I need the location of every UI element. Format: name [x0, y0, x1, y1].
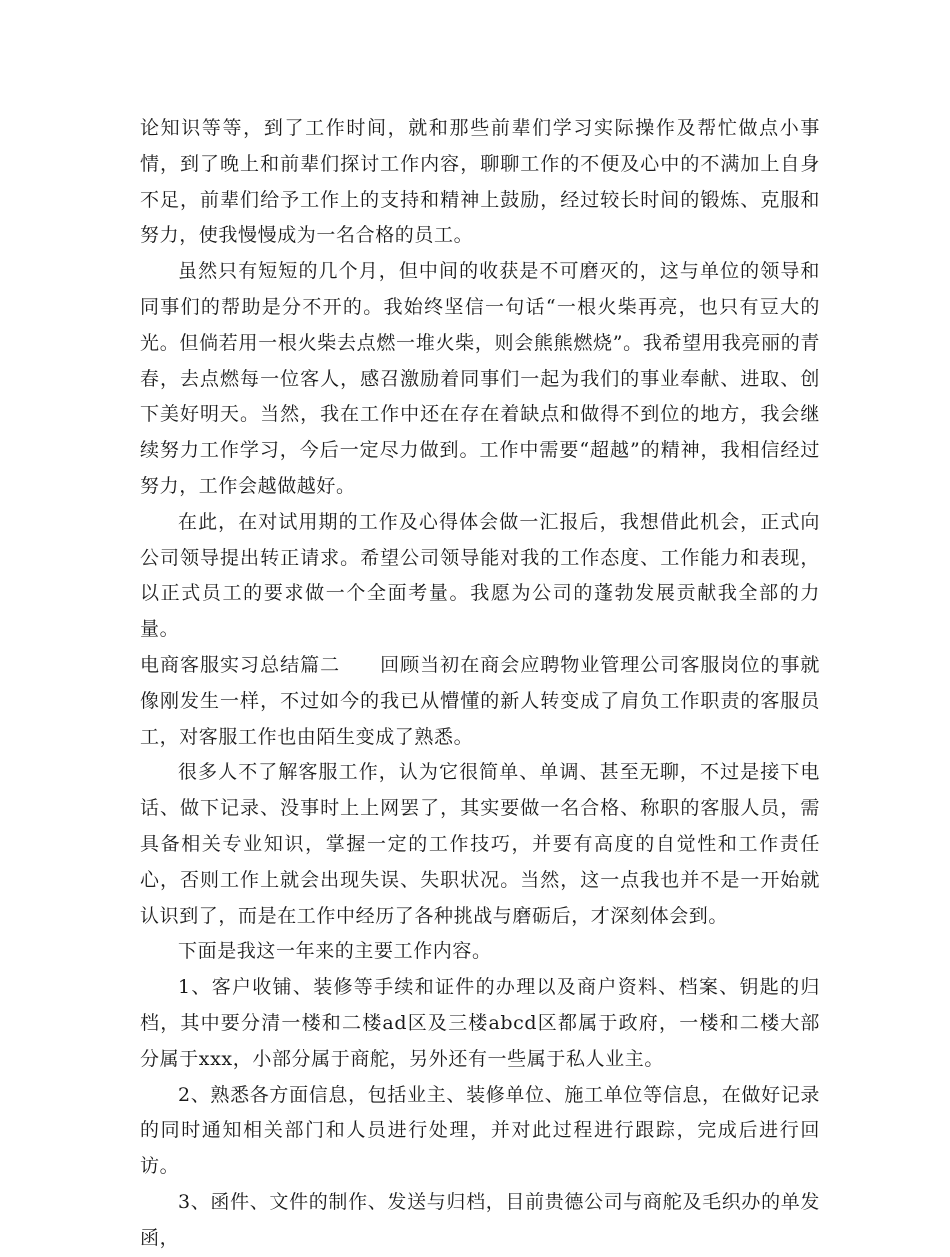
list-item-3: 3、函件、文件的制作、发送与归档，目前贵德公司与商舵及毛织办的单发函，: [140, 1190, 820, 1249]
paragraph-2: 虽然只有短短的几个月，但中间的收获是不可磨灭的，这与单位的领导和同事们的帮助是分不开的。我始终坚信一句话“一根火柴再亮，也只有豆大的光。但倘若用一根火柴去点燃一堆火柴，则会熊熊燃烧”。我希望用我亮丽的青春，去点燃每一位客人，感召激励着同事们一起为我们的事业奉献、进取、创下美好明天。当然，我在工作中还在存在着缺点和做得不到位的地方，我会继续努力工作学习，今后一定尽力做到。工作中需要“超越”的精神，我相信经过努力，工作会越做越好。: [140, 260, 820, 497]
paragraph-6: 下面是我这一年来的主要工作内容。: [178, 940, 492, 963]
paragraph-1: 论知识等等，到了工作时间，就和那些前辈们学习实际操作及帮忙做点小事情，到了晚上和前辈们探讨工作内容，聊聊工作的不便及心中的不满加上自身不足，前辈们给予工作上的支持和精神上鼓励，经过较长时间的锻炼、克服和努力，使我慢慢成为一名合格的员工。: [140, 117, 820, 247]
paragraph-3: 在此，在对试用期的工作及心得体会做一汇报后，我想借此机会，正式向公司领导提出转正请求。希望公司领导能对我的工作态度、工作能力和表现，以正式员工的要求做一个全面考量。我愿为公司的蓬勃发展贡献我全部的力量。: [140, 510, 820, 641]
paragraph-5: 很多人不了解客服工作，认为它很简单、单调、甚至无聊，不过是接下电话、做下记录、没事时上上网罢了，其实要做一名合格、称职的客服人员，需具备相关专业知识，掌握一定的工作技巧，并要有高度的自觉性和工作责任心，否则工作上就会出现失误、失职状况。当然，这一点我也并不是一开始就认识到了，而是在工作中经历了各种挑战与磨砺后，才深刻体会到。: [140, 761, 820, 927]
list-item-1: 1、客户收铺、装修等手续和证件的办理以及商户资料、档案、钥匙的归档，其中要分清一楼和二楼ad区及三楼abcd区都属于政府，一楼和二楼大部分属于xxx，小部分属于商舵，另外还有一些属于私人业主。: [140, 976, 820, 1070]
paragraph-4-section-heading: 电商客服实习总结篇二 回顾当初在商会应聘物业管理公司客服岗位的事就像刚发生一样，不过如今的我已从懵懂的新人转变成了肩负工作职责的客服员工，对客服工作也由陌生变成了熟悉。: [140, 653, 820, 748]
document-body: [140, 111, 820, 1257]
list-item-2: 2、熟悉各方面信息，包括业主、装修单位、施工单位等信息，在做好记录的同时通知相关部门和人员进行处理，并对此过程进行跟踪，完成后进行回访。: [140, 1083, 820, 1178]
